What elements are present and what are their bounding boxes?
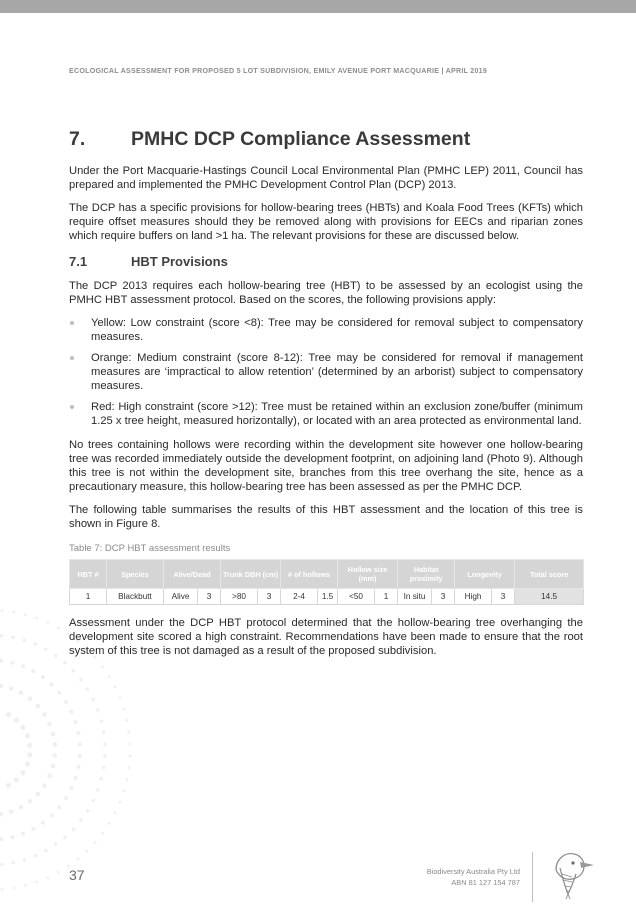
bullet-icon bbox=[70, 321, 74, 325]
cell-total-score: 14.5 bbox=[515, 589, 584, 605]
col-header-hbt: HBT # bbox=[70, 560, 107, 589]
cell-alive: Alive bbox=[164, 589, 198, 605]
col-header-hollows: # of hollows bbox=[281, 560, 338, 589]
company-abn: ABN 81 127 154 787 bbox=[451, 878, 520, 887]
paragraph-dcp: The DCP has a specific provisions for hollow-bearing trees (HBTs) and Koala Food Trees (KFTs) which require offset measures should they be removed along with provisions for EECs and riparian zones which require buffers on land >1 ha. The relevant provisions for these are discussed below. bbox=[69, 202, 583, 242]
col-header-species: Species bbox=[107, 560, 164, 589]
cell-hollows-score: 1.5 bbox=[318, 589, 338, 605]
cell-longevity: High bbox=[455, 589, 492, 605]
section-title: PMHC DCP Compliance Assessment bbox=[131, 128, 471, 150]
section-heading bbox=[69, 128, 583, 151]
subsection-number: 7.1 bbox=[69, 254, 88, 269]
hbt-results-table bbox=[69, 559, 584, 605]
section-number: 7. bbox=[69, 128, 86, 150]
list-item-text: Red: High constraint (score >12): Tree must be retained within an exclusion zone/buffer (minimum 1.25 x tree height, measured horizontally), or located with an area protected as environmental land. bbox=[91, 401, 583, 427]
cell-hbt: 1 bbox=[70, 589, 107, 605]
top-header-bar bbox=[0, 0, 636, 13]
running-header: ECOLOGICAL ASSESSMENT FOR PROPOSED 5 LOT SUBDIVISION, EMILY AVENUE PORT MACQUARIE | APRIL 2019 bbox=[69, 67, 488, 75]
kookaburra-logo-icon bbox=[546, 844, 596, 900]
company-info bbox=[380, 866, 520, 888]
table-row bbox=[70, 589, 584, 605]
list-item-text: Orange: Medium constraint (score 8-12): Tree may be considered for removal if management measures are ‘impractical to allow retention’ (determined by an arborist) subject to compensatory measures. bbox=[91, 352, 583, 392]
col-header-trunk-dbh: Trunk DBH (cm) bbox=[221, 560, 281, 589]
col-header-alive-dead: Alive/Dead bbox=[164, 560, 221, 589]
cell-longevity-score: 3 bbox=[492, 589, 515, 605]
cell-species: Blackbutt bbox=[107, 589, 164, 605]
paragraph-hbt-intro: The DCP 2013 requires each hollow-bearing tree (HBT) to be assessed by an ecologist using the PMHC HBT assessment protocol. Based on the scores, the following provisions apply: bbox=[69, 280, 583, 306]
bullet-icon bbox=[70, 356, 74, 360]
page-content bbox=[69, 128, 583, 667]
company-name: Biodiversity Australia Pty Ltd bbox=[426, 867, 520, 876]
paragraph-findings: No trees containing hollows were recording within the development site however one hollow-bearing tree was recorded immediately outside the development footprint, on adjoining land (Photo 9). Although this tree is not within the development site, branches from this tree overhang the site, hence as a precautionary measure, this hollow-bearing tree has been assessed as per the PMHC DCP. bbox=[69, 439, 583, 493]
paragraph-lep: Under the Port Macquarie-Hastings Council Local Environmental Plan (PMHC LEP) 2011, Council has prepared and implemented the PMHC Development Control Plan (DCP) 2013. bbox=[69, 165, 583, 191]
list-item-red bbox=[69, 400, 583, 428]
col-header-hollow-size: Hollow size (mm) bbox=[338, 560, 398, 589]
col-header-habitat-proximity: Habitat proximity bbox=[398, 560, 455, 589]
subsection-title: HBT Provisions bbox=[131, 254, 228, 269]
cell-dbh: >80 bbox=[221, 589, 258, 605]
col-header-longevity: Longevity bbox=[455, 560, 515, 589]
footer-divider bbox=[532, 852, 533, 902]
paragraph-conclusion: Assessment under the DCP HBT protocol determined that the hollow-bearing tree overhanging the development site scored a high constraint. Recommendations have been made to ensure that the root system of this tree is not damaged as a result of the proposed subdivision. bbox=[69, 617, 583, 657]
list-item-orange bbox=[69, 351, 583, 393]
cell-hollow-size: <50 bbox=[338, 589, 375, 605]
cell-dbh-score: 3 bbox=[258, 589, 281, 605]
constraint-list bbox=[69, 316, 583, 428]
subsection-heading bbox=[69, 254, 583, 269]
list-item-text: Yellow: Low constraint (score <8): Tree may be considered for removal subject to compensatory measures. bbox=[91, 317, 583, 343]
list-item-yellow bbox=[69, 316, 583, 344]
table-caption: Table 7: DCP HBT assessment results bbox=[69, 543, 231, 554]
cell-hollows: 2-4 bbox=[281, 589, 318, 605]
paragraph-table-intro: The following table summarises the results of this HBT assessment and the location of this tree is shown in Figure 8. bbox=[69, 504, 583, 530]
cell-proximity-score: 3 bbox=[432, 589, 455, 605]
cell-alive-score: 3 bbox=[198, 589, 221, 605]
cell-proximity: In situ bbox=[398, 589, 432, 605]
table-header-row bbox=[70, 560, 584, 589]
col-header-total-score: Total score bbox=[515, 560, 584, 589]
bullet-icon bbox=[70, 405, 74, 409]
cell-hollow-size-score: 1 bbox=[375, 589, 398, 605]
page-number: 37 bbox=[69, 867, 85, 883]
